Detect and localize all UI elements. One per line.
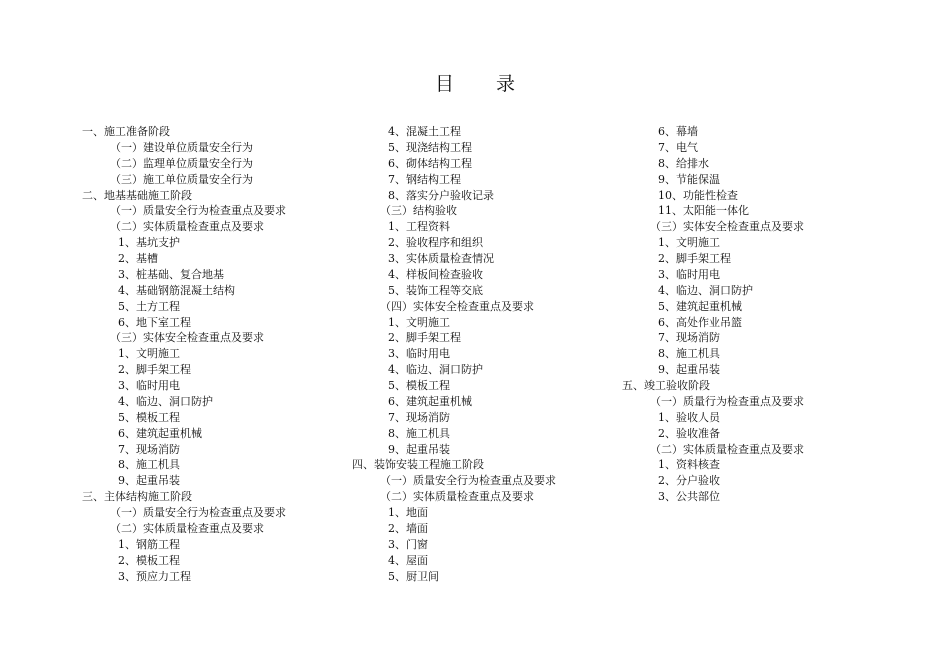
toc-item: 1、文明施工 [658, 236, 720, 250]
toc-subsection: （三）实体安全检查重点及要求 [110, 331, 264, 345]
toc-item: 5、装饰工程等交底 [388, 283, 483, 297]
toc-item: 5、现浇结构工程 [388, 140, 472, 154]
toc-item: 2、墙面 [388, 521, 428, 535]
toc-item: 4、屋面 [388, 553, 428, 567]
toc-item: 4、混凝土工程 [388, 125, 461, 138]
toc-item: 3、临时用电 [388, 347, 450, 361]
toc-section-heading: 三、主体结构施工阶段 [82, 490, 192, 504]
toc-item: 2、脚手架工程 [118, 363, 191, 377]
toc-subsection: （一）质量安全行为检查重点及要求 [110, 506, 286, 519]
toc-item: 1、基坑支护 [118, 236, 180, 250]
toc-item: 9、节能保温 [658, 172, 720, 186]
toc-subsection: （三）施工单位质量安全行为 [110, 172, 253, 186]
toc-item: 3、预应力工程 [118, 569, 191, 583]
toc-item: 3、公共部位 [658, 490, 720, 504]
toc-item: 4、基础钢筋混凝土结构 [118, 283, 235, 297]
toc-subsection: （二）监理单位质量安全行为 [110, 156, 253, 170]
toc-item: 1、验收人员 [658, 410, 720, 424]
toc-item: 5、厨卫间 [388, 569, 439, 583]
toc-item: 6、建筑起重机械 [118, 426, 202, 440]
toc-column-2 [352, 124, 614, 584]
toc-item: 3、桩基础、复合地基 [118, 267, 224, 281]
toc-item: 1、文明施工 [388, 315, 450, 329]
toc-item: 5、模板工程 [118, 410, 180, 424]
toc-item: 6、砌体结构工程 [388, 156, 472, 170]
toc-item: 7、现场消防 [388, 410, 450, 424]
toc-item: 2、分户验收 [658, 474, 720, 488]
toc-item: 3、临时用电 [658, 267, 720, 281]
toc-item: 1、文明施工 [118, 347, 180, 361]
toc-item: 5、土方工程 [118, 299, 180, 313]
toc-item: 4、临边、洞口防护 [118, 394, 213, 408]
toc-subsection: （一）质量行为检查重点及要求 [650, 394, 804, 408]
toc-item: 6、幕墙 [658, 125, 698, 138]
toc-item: 2、脚手架工程 [658, 252, 731, 265]
toc-subsection: （二）实体质量检查重点及要求 [650, 442, 804, 456]
toc-item: 9、起重吊装 [388, 442, 450, 456]
toc-item: 7、钢结构工程 [388, 172, 461, 186]
toc-subsection: （一）建设单位质量安全行为 [110, 140, 253, 154]
toc-subsection: （二）实体质量检查重点及要求 [380, 490, 534, 504]
toc-item: 3、实体质量检查情况 [388, 252, 494, 265]
toc-item: 2、模板工程 [118, 553, 180, 567]
toc-item: 11、太阳能一体化 [658, 204, 749, 218]
toc-item: 8、施工机具 [118, 458, 180, 472]
toc-item: 2、基槽 [118, 252, 158, 265]
toc-item: 6、地下室工程 [118, 315, 191, 329]
toc-item: 7、现场消防 [118, 442, 180, 456]
toc-item: 4、临边、洞口防护 [388, 363, 483, 377]
toc-item: 7、电气 [658, 140, 698, 154]
toc-subsection: （三）实体安全检查重点及要求 [650, 220, 804, 234]
toc-item: 6、高处作业吊篮 [658, 315, 742, 329]
toc-item: 8、落实分户验收记录 [388, 188, 494, 202]
toc-item: 9、起重吊装 [118, 474, 180, 488]
toc-subsection: （四）实体安全检查重点及要求 [380, 299, 534, 313]
toc-item: 5、建筑起重机械 [658, 299, 742, 313]
toc-item: 6、建筑起重机械 [388, 394, 472, 408]
toc-column-3 [622, 124, 884, 505]
toc-item: 2、验收程序和组织 [388, 236, 483, 250]
toc-subsection: （一）质量安全行为检查重点及要求 [380, 474, 556, 488]
page-title: 目录 [434, 73, 557, 95]
toc-subsection: （二）实体质量检查重点及要求 [110, 220, 264, 234]
toc-item: 7、现场消防 [658, 331, 720, 345]
toc-item: 2、验收准备 [658, 426, 720, 440]
toc-column-1 [82, 124, 344, 584]
toc-section-heading: 一、施工准备阶段 [82, 125, 170, 138]
toc-section-heading: 四、装饰安装工程施工阶段 [352, 458, 484, 472]
toc-item: 1、资料核查 [658, 458, 720, 472]
toc-item: 1、钢筋工程 [118, 537, 180, 551]
toc-section-heading: 五、竣工验收阶段 [622, 379, 710, 392]
toc-item: 5、模板工程 [388, 379, 450, 392]
toc-item: 10、功能性检查 [658, 188, 738, 202]
toc-item: 1、地面 [388, 506, 428, 519]
toc-item: 2、脚手架工程 [388, 331, 461, 345]
toc-subsection: （二）实体质量检查重点及要求 [110, 521, 264, 535]
toc-item: 8、施工机具 [388, 426, 450, 440]
toc-subsection: （三）结构验收 [380, 204, 457, 218]
toc-subsection: （一）质量安全行为检查重点及要求 [110, 204, 286, 218]
toc-section-heading: 二、地基基础施工阶段 [82, 188, 192, 202]
toc-item: 1、工程资料 [388, 220, 450, 234]
toc-item: 8、施工机具 [658, 347, 720, 361]
toc-item: 9、起重吊装 [658, 363, 720, 377]
toc-item: 8、给排水 [658, 156, 709, 170]
toc-item: 4、临边、洞口防护 [658, 283, 753, 297]
toc-item: 4、样板间检查验收 [388, 267, 483, 281]
toc-item: 3、门窗 [388, 537, 428, 551]
toc-item: 3、临时用电 [118, 379, 180, 392]
